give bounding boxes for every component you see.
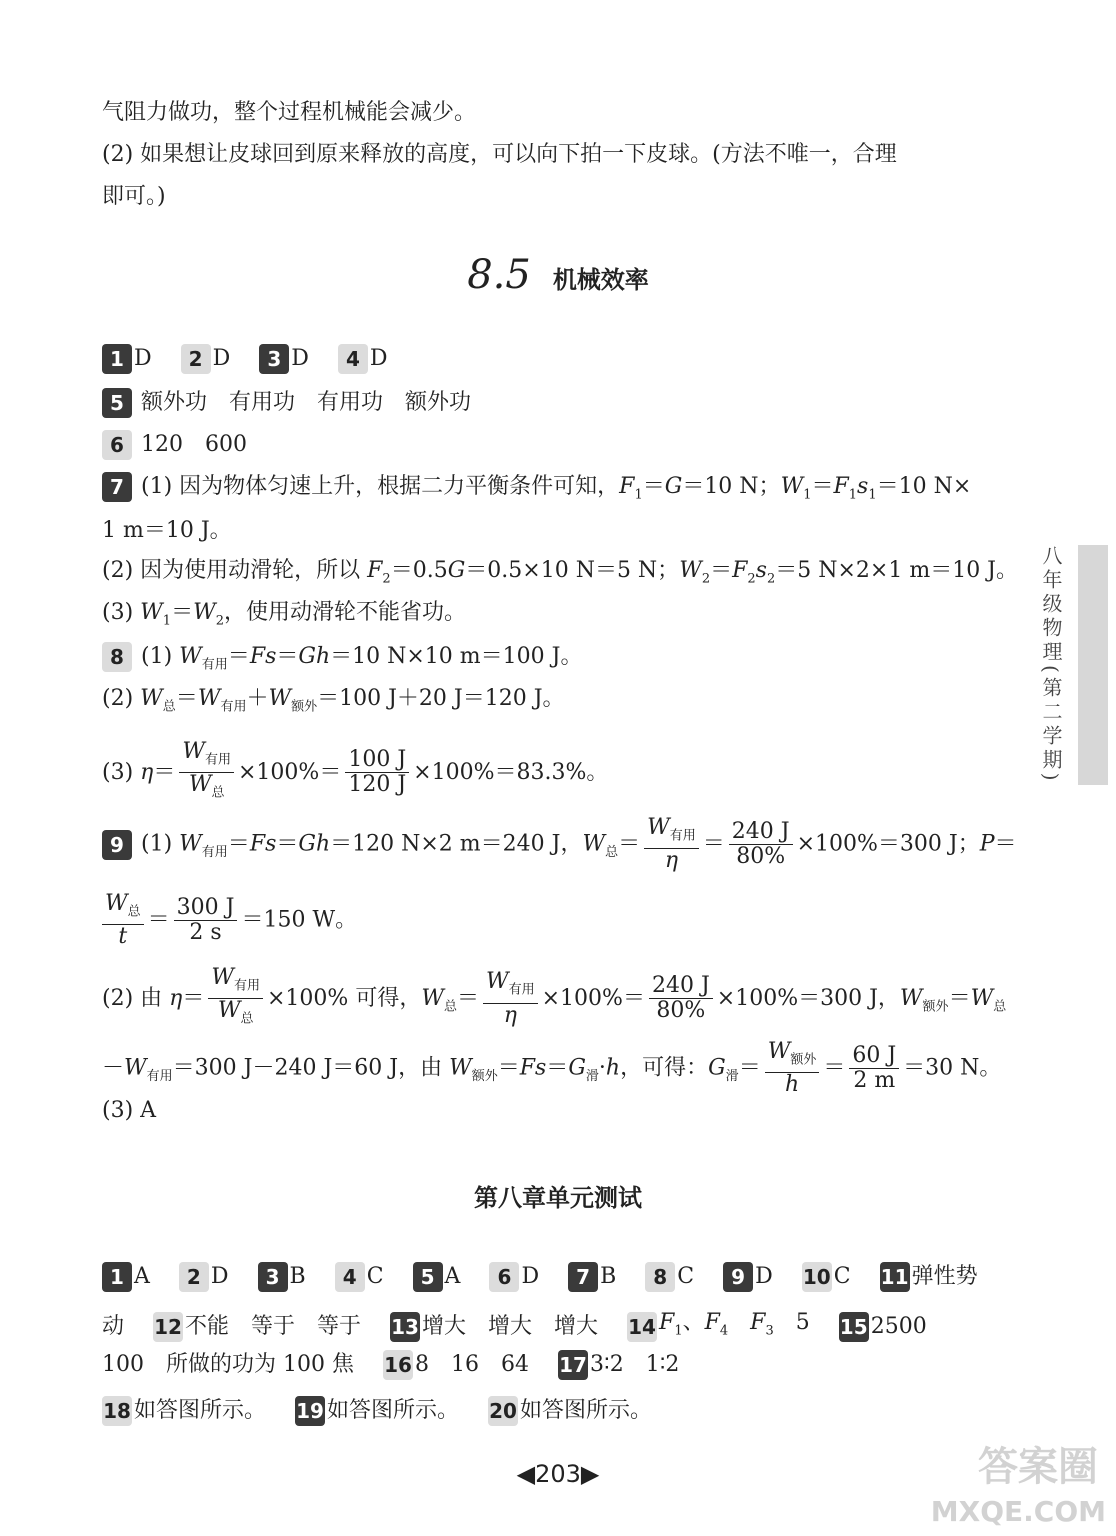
u15-answer: 2500 <box>870 1314 927 1340</box>
u16-answer: 8 16 64 <box>414 1352 529 1377</box>
side-label: 八年级物理(第二学期) <box>1039 545 1063 785</box>
unit-row-1 <box>102 1262 978 1292</box>
q5-row <box>102 388 471 418</box>
u15-answer-cont: 100 所做的功为 100 焦 <box>102 1352 354 1377</box>
q2-badge: 2 <box>181 344 211 374</box>
u6-badge: 6 <box>489 1262 519 1292</box>
q8-line-1: 8 (1) $W_{有用}=Fs=Gh=10$ N×10 m＝100 J。 <box>102 642 582 680</box>
u18-answer: 如答图所示。 <box>134 1398 267 1423</box>
watermark-url: MXQE.COM <box>930 1495 1106 1528</box>
unit-row-4 <box>102 1396 674 1426</box>
q4-answer: D <box>369 346 388 371</box>
u2-badge: 2 <box>179 1262 209 1292</box>
q1-answer: D <box>134 346 152 371</box>
fraction: $\frac{W_{额外}}{h}$ <box>765 1040 820 1097</box>
u13-answer: 增大 增大 增大 <box>422 1314 599 1340</box>
fraction: $\frac{100 J}{120 J}$ <box>345 748 409 797</box>
q7-line-2: 1 m＝10 J。 <box>102 518 232 543</box>
intro-line-3: 即可。) <box>102 184 166 209</box>
fraction: $\frac{60 J}{2 m}$ <box>849 1044 899 1093</box>
fraction: $\frac{240 J}{80\%}$ <box>729 820 793 869</box>
u3-badge: 3 <box>258 1262 288 1292</box>
q9-line-2: $\frac{W_总}{t}$ ＝ $\frac{300 J}{2 s}$ ＝150 W。 <box>102 892 357 949</box>
q8-line-3: (3) η＝ $\frac{W_{有用}}{W_总}$ ×100%＝ $\frac{100 J}{120 J}$ ×100%＝83.3%。 <box>102 740 608 806</box>
u17-badge: 17 <box>558 1350 588 1380</box>
side-tab <box>1078 545 1108 785</box>
u12-badge: 12 <box>153 1312 183 1342</box>
u7-badge: 7 <box>568 1262 598 1292</box>
watermark-logo: 答案圈 <box>978 1444 1098 1490</box>
u5-answer: A <box>444 1264 461 1289</box>
q7-badge: 7 <box>102 472 132 502</box>
fraction: $\frac{240 J}{80\%}$ <box>649 974 713 1023</box>
q9-line-1: 9 (1) $W_{有用}=Fs=Gh=120$ N×2 m＝240 J，$W_总=$ $\frac{W_{有用}}{\eta}$ ＝ $\frac{240 J}{80\%}$ ×100%＝300 J；P＝ <box>102 816 1017 873</box>
u18-badge: 18 <box>102 1396 132 1426</box>
fraction: $\frac{300 J}{2 s}$ <box>174 896 238 945</box>
u9-answer: D <box>755 1264 773 1289</box>
u17-answer: 3∶2 1∶2 <box>589 1352 680 1377</box>
section-title <box>0 252 1116 298</box>
unit-test-title: 第八章单元测试 <box>474 1183 642 1212</box>
u13-badge: 13 <box>390 1312 420 1342</box>
u11-answer: 弹性势 <box>911 1264 978 1289</box>
fraction: $\frac{W_{有用}}{W_总}$ <box>208 966 263 1032</box>
q3-answer: D <box>291 346 309 371</box>
u8-answer: C <box>677 1264 695 1289</box>
q7-line-3: (2) 因为使用动滑轮，所以 $F_2=0.5G=0.5\times 10$ N＝5 N；$W_2=F_2s_2=5$ N×2×1 m＝10 J。 <box>102 558 1018 587</box>
u8-badge: 8 <box>645 1262 675 1292</box>
u4-answer: C <box>366 1264 384 1289</box>
u4-badge: 4 <box>335 1262 365 1292</box>
unit-row-3 <box>102 1350 701 1380</box>
section-number: 8.5 <box>467 252 531 298</box>
q7-line-1: 7 (1) 因为物体匀速上升，根据二力平衡条件可知，$F_1=G=10$ N；$W_1=F_1s_1=10$ N× <box>102 472 971 510</box>
fraction: $\frac{W_{有用}}{\eta}$ <box>483 970 538 1027</box>
q9-badge: 9 <box>102 830 132 860</box>
q8-badge: 8 <box>102 642 132 672</box>
u6-answer: D <box>521 1264 540 1289</box>
intro-line-2: (2) 如果想让皮球回到原来释放的高度，可以向下拍一下皮球。(方法不唯一，合理 <box>102 142 897 167</box>
q5-badge: 5 <box>102 388 132 418</box>
intro-line-1: 气阻力做功，整个过程机械能会减少。 <box>102 100 477 125</box>
q6-row <box>102 430 247 460</box>
u20-badge: 20 <box>488 1396 518 1426</box>
u3-answer: B <box>289 1264 306 1289</box>
u14-answer: $F_1$、$F_4$ $F_3$ 5 <box>659 1310 810 1339</box>
u10-answer: C <box>833 1264 851 1289</box>
q3-badge: 3 <box>259 344 289 374</box>
u20-answer: 如答图所示。 <box>520 1398 653 1423</box>
q9-line-5: (3) A <box>102 1098 157 1123</box>
q2-answer: D <box>212 346 231 371</box>
u19-answer: 如答图所示。 <box>327 1398 460 1423</box>
fraction: $\frac{W_总}{t}$ <box>102 892 144 949</box>
u15-badge: 15 <box>839 1312 869 1342</box>
fraction: $\frac{W_{有用}}{W_总}$ <box>179 740 234 806</box>
unit-row-2 <box>102 1308 927 1346</box>
u1-badge: 1 <box>102 1262 132 1292</box>
u2-answer: D <box>210 1264 229 1289</box>
q7-text-2: (2) 因为使用动滑轮，所以 <box>102 558 368 583</box>
q7-line-4: (3) $W_1=W_2$，使用动滑轮不能省功。 <box>102 600 466 629</box>
section-name: 机械效率 <box>552 265 649 294</box>
u11-badge: 11 <box>880 1262 910 1292</box>
u5-badge: 5 <box>413 1262 443 1292</box>
u16-badge: 16 <box>383 1350 413 1380</box>
q7-text-3: (3) <box>102 600 141 625</box>
answers-row-1-4 <box>102 344 410 374</box>
page-number: ◀203▶ <box>516 1460 600 1488</box>
q8-line-2: (2) $W_总=W_{有用}+W_{额外}=100$ J＋20 J＝120 J。 <box>102 686 565 715</box>
u14-badge: 14 <box>627 1312 657 1342</box>
u10-badge: 10 <box>802 1262 832 1292</box>
q9-line-3: (2) 由 η＝ $\frac{W_{有用}}{W_总}$ ×100% 可得，$W_总=$ $\frac{W_{有用}}{\eta}$ ×100%＝ $\frac{240 J}{80\%}$ ×100%＝300 J，$W_{额外}=W_总$ <box>102 966 1006 1032</box>
q4-badge: 4 <box>338 344 368 374</box>
u19-badge: 19 <box>295 1396 325 1426</box>
u7-answer: B <box>600 1264 617 1289</box>
u1-answer: A <box>134 1264 150 1289</box>
u12-answer: 不能 等于 等于 <box>185 1314 362 1340</box>
u9-badge: 9 <box>723 1262 753 1292</box>
q7-text-1: (1) 因为物体匀速上升，根据二力平衡条件可知， <box>141 474 620 499</box>
q5-answer: 额外功 有用功 有用功 额外功 <box>141 390 472 415</box>
q6-answer: 120 600 <box>141 432 247 457</box>
q1-badge: 1 <box>102 344 132 374</box>
q9-line-4: $-W_{有用}=300$ J－240 J＝60 J，由 $W_{额外}=Fs=G_滑\cdot h$，可得：$G_滑=$ $\frac{W_{额外}}{h}$ ＝ $\frac{60 J}{2 m}$ ＝30 N。 <box>102 1039 1002 1098</box>
u11-answer-cont: 动 <box>102 1314 125 1340</box>
fraction: $\frac{W_{有用}}{\eta}$ <box>644 816 699 873</box>
q6-badge: 6 <box>102 430 132 460</box>
